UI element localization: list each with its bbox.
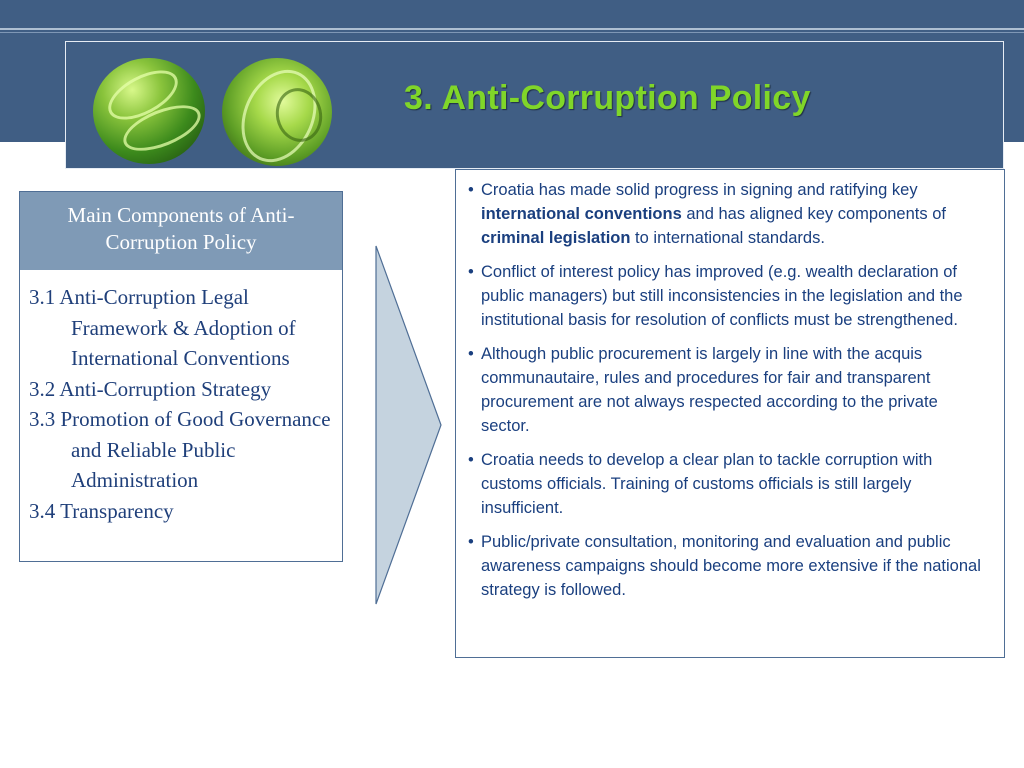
bullet-dot-icon: • [468,181,474,199]
bullet-dot-icon: • [468,345,474,363]
finding-text: to international standards. [630,229,825,247]
green-leaf-image-left [93,58,205,164]
green-leaf-image-right [222,58,332,166]
right-arrow-shape [376,246,441,604]
bullet-dot-icon: • [468,263,474,281]
finding-bullet [466,342,990,438]
finding-text: Public/private consultation, monitoring and evaluation and public awareness campaigns should become more extensive if the national strategy is followed. [481,533,981,599]
components-header: Main Components of Anti-Corruption Policy [20,192,342,270]
finding-text: Although public procurement is largely in line with the acquis communautaire, rules and procedures for fair and transparent procurement are not always respected according to the private sector. [481,345,938,435]
header-divider-line [0,28,1024,30]
finding-text: Conflict of interest policy has improved (e.g. wealth declaration of public managers) but still inconsistencies in the legislation and the institutional basis for resolution of conflicts must be strengthened. [481,263,963,329]
finding-emphasis-international-conventions: international conventions [481,205,682,223]
finding-text: and has aligned key components of [681,205,946,223]
title-banner-inner [69,45,1000,168]
finding-bullet [466,260,990,332]
finding-bullet [466,178,990,250]
component-item-good-governance: 3.3 Promotion of Good Governance and Reliable Public Administration [29,407,331,492]
component-item-strategy: 3.2 Anti-Corruption Strategy [29,376,272,401]
slide-title: 3. Anti-Corruption Policy [404,79,811,117]
key-findings-panel [455,169,1005,658]
finding-bullet [466,448,990,520]
finding-text: Croatia has made solid progress in signing and ratifying key [481,181,918,199]
component-item-transparency: 3.4 Transparency [29,498,174,523]
bullet-dot-icon: • [468,451,474,469]
component-item-legal-framework: 3.1 Anti-Corruption Legal Framework & Adoption of International Conventions [29,285,296,370]
components-list [29,282,339,526]
bullet-dot-icon: • [468,533,474,551]
components-panel [19,191,343,562]
header-divider-line-secondary [0,32,1024,33]
finding-emphasis-criminal-legislation: criminal legislation [481,229,631,247]
right-arrow-icon [375,245,443,605]
title-banner [65,41,1004,169]
finding-bullet [466,530,990,602]
finding-text: Croatia needs to develop a clear plan to tackle corruption with customs officials. Training of customs officials is still largely insufficient. [481,451,933,517]
